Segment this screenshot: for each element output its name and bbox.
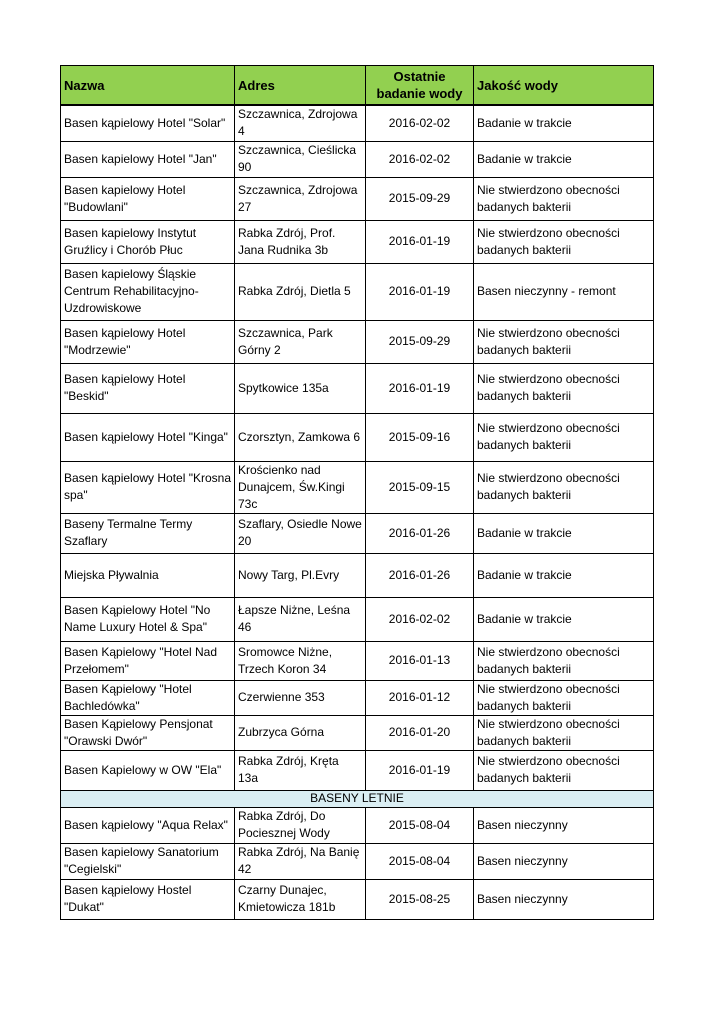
- cell-nazwa: Basen kapielowy Hotel "Jan": [61, 141, 235, 177]
- table-row: [61, 843, 654, 879]
- cell-nazwa: Basen kapielowy Sanatorium "Cegielski": [61, 843, 235, 879]
- table-row: [61, 513, 654, 553]
- table-row: [61, 680, 654, 715]
- cell-nazwa: Basen kapielowy Śląskie Centrum Rehabilitacyjno-Uzdrowiskowe: [61, 263, 235, 320]
- cell-nazwa: Basen Kąpielowy Pensjonat "Orawski Dwór": [61, 715, 235, 750]
- cell-nazwa: Basen Kąpielowy "Hotel Nad Przełomem": [61, 641, 235, 680]
- cell-adres: Sromowce Niżne, Trzech Koron 34: [235, 641, 366, 680]
- cell-adres: Zubrzyca Górna: [235, 715, 366, 750]
- header-nazwa: Nazwa: [61, 66, 235, 106]
- cell-jakosc-wody: Badanie w trakcie: [474, 141, 654, 177]
- cell-jakosc-wody: Nie stwierdzono obecności badanych bakterii: [474, 641, 654, 680]
- cell-data-badania: 2016-01-13: [366, 641, 474, 680]
- cell-nazwa: Basen kąpielowy Hotel "Solar": [61, 105, 235, 141]
- cell-jakosc-wody: Basen nieczynny: [474, 807, 654, 843]
- table-row: [61, 553, 654, 597]
- cell-jakosc-wody: Nie stwierdzono obecności badanych bakterii: [474, 177, 654, 220]
- cell-jakosc-wody: Basen nieczynny - remont: [474, 263, 654, 320]
- table-row: [61, 750, 654, 790]
- cell-adres: Łapsze Niżne, Leśna 46: [235, 597, 366, 641]
- cell-nazwa: Basen kąpielowy Hotel "Beskid": [61, 363, 235, 413]
- cell-jakosc-wody: Badanie w trakcie: [474, 553, 654, 597]
- cell-nazwa: Basen kąpielowy "Aqua Relax": [61, 807, 235, 843]
- cell-jakosc-wody: Basen nieczynny: [474, 843, 654, 879]
- section-body: [61, 790, 654, 807]
- cell-nazwa: Basen kąpielowy Hotel "Krosna spa": [61, 461, 235, 513]
- cell-jakosc-wody: Badanie w trakcie: [474, 597, 654, 641]
- cell-jakosc-wody: Nie stwierdzono obecności badanych bakterii: [474, 220, 654, 263]
- cell-nazwa: Basen kąpielowy Hostel "Dukat": [61, 879, 235, 919]
- cell-adres: Spytkowice 135a: [235, 363, 366, 413]
- cell-data-badania: 2016-01-12: [366, 680, 474, 715]
- cell-adres: Czarny Dunajec, Kmietowicza 181b: [235, 879, 366, 919]
- cell-data-badania: 2015-09-16: [366, 413, 474, 461]
- cell-adres: Szczawnica, Park Górny 2: [235, 320, 366, 363]
- cell-data-badania: 2016-01-19: [366, 363, 474, 413]
- main-table-body: [61, 105, 654, 790]
- cell-data-badania: 2015-08-04: [366, 843, 474, 879]
- cell-adres: Czorsztyn, Zamkowa 6: [235, 413, 366, 461]
- header-jakosc-wody: Jakość wody: [474, 66, 654, 106]
- header-row: [61, 66, 654, 106]
- cell-jakosc-wody: Badanie w trakcie: [474, 513, 654, 553]
- table-row: [61, 807, 654, 843]
- header-adres: Adres: [235, 66, 366, 106]
- table-row: [61, 597, 654, 641]
- cell-data-badania: 2015-08-25: [366, 879, 474, 919]
- section-label: BASENY LETNIE: [61, 790, 654, 807]
- table-row: [61, 641, 654, 680]
- cell-data-badania: 2016-01-26: [366, 513, 474, 553]
- cell-data-badania: 2015-09-29: [366, 177, 474, 220]
- cell-data-badania: 2016-02-02: [366, 141, 474, 177]
- cell-adres: Rabka Zdrój, Dietla 5: [235, 263, 366, 320]
- cell-adres: Szaflary, Osiedle Nowe 20: [235, 513, 366, 553]
- cell-data-badania: 2015-08-04: [366, 807, 474, 843]
- table-row: [61, 715, 654, 750]
- pool-water-quality-table: [60, 65, 654, 920]
- summer-table-body: [61, 807, 654, 919]
- cell-nazwa: Basen kapielowy Instytut Gruźlicy i Chorób Płuc: [61, 220, 235, 263]
- table-row: [61, 363, 654, 413]
- header-ostatnie-badanie: Ostatnie badanie wody: [366, 66, 474, 106]
- cell-jakosc-wody: Nie stwierdzono obecności badanych bakterii: [474, 715, 654, 750]
- cell-jakosc-wody: Nie stwierdzono obecności badanych bakterii: [474, 750, 654, 790]
- cell-data-badania: 2016-01-19: [366, 263, 474, 320]
- table-row: [61, 105, 654, 141]
- cell-jakosc-wody: Nie stwierdzono obecności badanych bakterii: [474, 363, 654, 413]
- cell-nazwa: Basen kąpielowy Hotel "Modrzewie": [61, 320, 235, 363]
- table-row: [61, 879, 654, 919]
- cell-data-badania: 2016-01-26: [366, 553, 474, 597]
- cell-nazwa: Basen Kąpielowy Hotel "No Name Luxury Hotel & Spa": [61, 597, 235, 641]
- cell-jakosc-wody: Nie stwierdzono obecności badanych bakterii: [474, 320, 654, 363]
- table-row: [61, 141, 654, 177]
- cell-adres: Krościenko nad Dunajcem, Św.Kingi 73c: [235, 461, 366, 513]
- cell-data-badania: 2015-09-29: [366, 320, 474, 363]
- cell-adres: Rabka Zdrój, Do Pociesznej Wody: [235, 807, 366, 843]
- cell-data-badania: 2016-02-02: [366, 105, 474, 141]
- cell-adres: Rabka Zdrój, Kręta 13a: [235, 750, 366, 790]
- table-row: [61, 177, 654, 220]
- cell-nazwa: Baseny Termalne Termy Szaflary: [61, 513, 235, 553]
- cell-jakosc-wody: Nie stwierdzono obecności badanych bakterii: [474, 413, 654, 461]
- cell-jakosc-wody: Nie stwierdzono obecności badanych bakterii: [474, 461, 654, 513]
- cell-adres: Szczawnica, Zdrojowa 27: [235, 177, 366, 220]
- cell-nazwa: Basen Kapielowy w OW "Ela": [61, 750, 235, 790]
- cell-data-badania: 2016-01-19: [366, 220, 474, 263]
- table-row: [61, 320, 654, 363]
- cell-nazwa: Miejska Pływalnia: [61, 553, 235, 597]
- table-row: [61, 461, 654, 513]
- cell-adres: Nowy Targ, Pl.Evry: [235, 553, 366, 597]
- cell-adres: Rabka Zdrój, Na Banię 42: [235, 843, 366, 879]
- cell-adres: Szczawnica, Cieślicka 90: [235, 141, 366, 177]
- cell-nazwa: Basen kąpielowy Hotel "Kinga": [61, 413, 235, 461]
- cell-adres: Szczawnica, Zdrojowa 4: [235, 105, 366, 141]
- cell-jakosc-wody: Badanie w trakcie: [474, 105, 654, 141]
- cell-adres: Czerwienne 353: [235, 680, 366, 715]
- cell-jakosc-wody: Basen nieczynny: [474, 879, 654, 919]
- cell-adres: Rabka Zdrój, Prof. Jana Rudnika 3b: [235, 220, 366, 263]
- cell-data-badania: 2016-01-20: [366, 715, 474, 750]
- cell-data-badania: 2016-02-02: [366, 597, 474, 641]
- cell-data-badania: 2015-09-15: [366, 461, 474, 513]
- cell-jakosc-wody: Nie stwierdzono obecności badanych bakterii: [474, 680, 654, 715]
- table-row: [61, 413, 654, 461]
- table-row: [61, 220, 654, 263]
- table-row: [61, 263, 654, 320]
- cell-data-badania: 2016-01-19: [366, 750, 474, 790]
- section-row: [61, 790, 654, 807]
- cell-nazwa: Basen kapielowy Hotel "Budowlani": [61, 177, 235, 220]
- cell-nazwa: Basen Kąpielowy "Hotel Bachledówka": [61, 680, 235, 715]
